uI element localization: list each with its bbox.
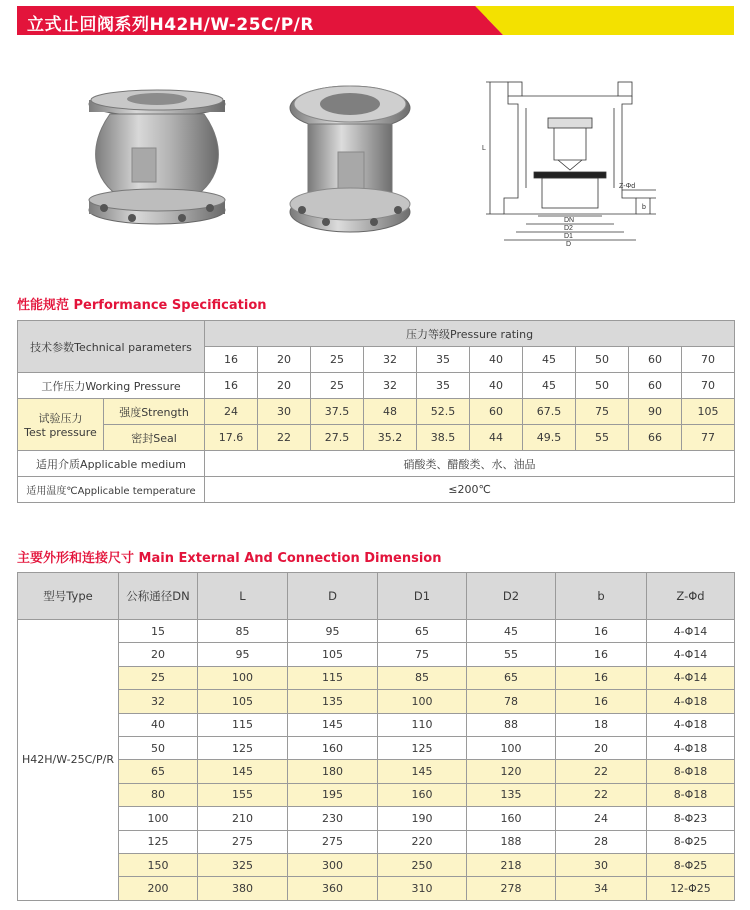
- strength-cell: 48: [364, 399, 417, 425]
- table-cell: 95: [288, 620, 378, 643]
- table-cell: 8-Φ25: [647, 853, 735, 876]
- strength-cell: 52.5: [417, 399, 470, 425]
- table-cell: 160: [288, 736, 378, 759]
- table-cell: 34: [556, 877, 647, 900]
- table-row: [18, 853, 735, 876]
- table-cell: 65: [467, 666, 556, 689]
- table-cell: 125: [119, 830, 198, 853]
- table-cell: 325: [198, 853, 288, 876]
- table-cell: 195: [288, 783, 378, 806]
- table-cell: 78: [467, 690, 556, 713]
- working-pressure-cell: 70: [682, 373, 735, 399]
- table-cell: 55: [467, 643, 556, 666]
- performance-section-title: 性能规范 Performance Specification: [17, 298, 267, 313]
- working-pressure-cell: 20: [258, 373, 311, 399]
- seal-cell: 66: [629, 425, 682, 451]
- table-cell: 250: [378, 853, 467, 876]
- table-cell: 85: [198, 620, 288, 643]
- table-row: [18, 643, 735, 666]
- seal-cell: 77: [682, 425, 735, 451]
- table-cell: 65: [378, 620, 467, 643]
- seal-cell: 17.6: [205, 425, 258, 451]
- rating-cell: 32: [364, 347, 417, 373]
- seal-cell: 27.5: [311, 425, 364, 451]
- working-pressure-cell: 45: [523, 373, 576, 399]
- table-cell: 160: [378, 783, 467, 806]
- test-pressure-label: [18, 399, 104, 451]
- strength-label: 强度Strength: [104, 399, 205, 425]
- header-l: L: [198, 573, 288, 620]
- page-title: 立式止回阀系列H42H/W-25C/P/R: [27, 15, 314, 35]
- rating-cell: 45: [523, 347, 576, 373]
- table-cell: 188: [467, 830, 556, 853]
- table-cell: 360: [288, 877, 378, 900]
- table-cell: 160: [467, 807, 556, 830]
- table-cell: 150: [119, 853, 198, 876]
- table-cell: 30: [556, 853, 647, 876]
- working-pressure-cell: 35: [417, 373, 470, 399]
- temperature-label: 适用温度℃Applicable temperature: [18, 477, 205, 503]
- strength-cell: 24: [205, 399, 258, 425]
- type-cell: H42H/W-25C/P/R: [18, 620, 119, 901]
- table-cell: 100: [378, 690, 467, 713]
- table-cell: 278: [467, 877, 556, 900]
- rating-cell: 35: [417, 347, 470, 373]
- table-row: [18, 830, 735, 853]
- label-d: D: [566, 241, 572, 248]
- table-cell: 45: [467, 620, 556, 643]
- table-cell: 12-Φ25: [647, 877, 735, 900]
- valve-photo-front: [82, 86, 232, 238]
- table-cell: 200: [119, 877, 198, 900]
- pressure-rating-header: 压力等级Pressure rating: [205, 321, 735, 347]
- seal-label: 密封Seal: [104, 425, 205, 451]
- table-cell: 8-Φ25: [647, 830, 735, 853]
- table-cell: 300: [288, 853, 378, 876]
- table-cell: 8-Φ18: [647, 760, 735, 783]
- table-cell: 135: [288, 690, 378, 713]
- table-row: [18, 807, 735, 830]
- table-cell: 145: [198, 760, 288, 783]
- table-cell: 18: [556, 713, 647, 736]
- table-cell: 115: [288, 666, 378, 689]
- table-cell: 8-Φ23: [647, 807, 735, 830]
- table-cell: 210: [198, 807, 288, 830]
- table-cell: 220: [378, 830, 467, 853]
- test-pressure-label-en: Test pressure: [24, 426, 97, 439]
- table-cell: 4-Φ18: [647, 690, 735, 713]
- seal-cell: 55: [576, 425, 629, 451]
- rating-cell: 50: [576, 347, 629, 373]
- table-cell: 155: [198, 783, 288, 806]
- table-cell: 4-Φ14: [647, 643, 735, 666]
- header-d1: D1: [378, 573, 467, 620]
- table-cell: 20: [119, 643, 198, 666]
- table-row: [18, 666, 735, 689]
- table-cell: 190: [378, 807, 467, 830]
- rating-cell: 60: [629, 347, 682, 373]
- table-cell: 16: [556, 643, 647, 666]
- label-L: L: [482, 145, 486, 152]
- valve-photo-angled: [286, 84, 414, 238]
- seal-cell: 38.5: [417, 425, 470, 451]
- table-cell: 95: [198, 643, 288, 666]
- table-cell: 105: [198, 690, 288, 713]
- table-cell: 50: [119, 736, 198, 759]
- table-cell: 4-Φ18: [647, 713, 735, 736]
- label-d2: D2: [564, 225, 573, 232]
- table-cell: 88: [467, 713, 556, 736]
- table-cell: 15: [119, 620, 198, 643]
- strength-cell: 105: [682, 399, 735, 425]
- table-cell: 4-Φ14: [647, 620, 735, 643]
- strength-cell: 75: [576, 399, 629, 425]
- working-pressure-cell: 60: [629, 373, 682, 399]
- rating-cell: 70: [682, 347, 735, 373]
- dimension-section-title: 主要外形和连接尺寸 Main External And Connection Dimension: [17, 551, 442, 566]
- table-cell: 275: [198, 830, 288, 853]
- strength-cell: 67.5: [523, 399, 576, 425]
- rating-cell: 40: [470, 347, 523, 373]
- label-b: b: [642, 204, 646, 211]
- header-d: D: [288, 573, 378, 620]
- table-cell: 16: [556, 690, 647, 713]
- working-pressure-cell: 25: [311, 373, 364, 399]
- table-row: [18, 713, 735, 736]
- label-d1: D1: [564, 233, 573, 240]
- seal-cell: 22: [258, 425, 311, 451]
- table-cell: 40: [119, 713, 198, 736]
- table-cell: 28: [556, 830, 647, 853]
- table-cell: 180: [288, 760, 378, 783]
- table-cell: 80: [119, 783, 198, 806]
- strength-cell: 90: [629, 399, 682, 425]
- table-cell: 310: [378, 877, 467, 900]
- working-pressure-cell: 32: [364, 373, 417, 399]
- table-cell: 4-Φ14: [647, 666, 735, 689]
- tech-params-header: 技术参数Technical parameters: [18, 321, 205, 373]
- working-pressure-label: 工作压力Working Pressure: [18, 373, 205, 399]
- strength-cell: 37.5: [311, 399, 364, 425]
- seal-cell: 35.2: [364, 425, 417, 451]
- table-cell: 16: [556, 666, 647, 689]
- table-cell: 20: [556, 736, 647, 759]
- rating-cell: 20: [258, 347, 311, 373]
- header-z-phi-d: Z-Φd: [647, 573, 735, 620]
- table-cell: 135: [467, 783, 556, 806]
- table-cell: 230: [288, 807, 378, 830]
- table-cell: 110: [378, 713, 467, 736]
- table-cell: 65: [119, 760, 198, 783]
- label-dn: DN: [564, 217, 575, 224]
- table-cell: 115: [198, 713, 288, 736]
- header-dn: 公称通径DN: [119, 573, 198, 620]
- seal-cell: 49.5: [523, 425, 576, 451]
- table-cell: 380: [198, 877, 288, 900]
- table-cell: 85: [378, 666, 467, 689]
- header-type: 型号Type: [18, 573, 119, 620]
- strength-cell: 60: [470, 399, 523, 425]
- performance-table: [17, 320, 735, 503]
- table-cell: 145: [378, 760, 467, 783]
- medium-value: 硝酸类、醋酸类、水、油品: [205, 451, 735, 477]
- temperature-value: ≤200℃: [205, 477, 735, 503]
- table-cell: 8-Φ18: [647, 783, 735, 806]
- table-row: [18, 877, 735, 900]
- table-row: [18, 760, 735, 783]
- rating-cell: 16: [205, 347, 258, 373]
- rating-cell: 25: [311, 347, 364, 373]
- table-cell: 22: [556, 760, 647, 783]
- medium-label: 适用介质Applicable medium: [18, 451, 205, 477]
- table-cell: 218: [467, 853, 556, 876]
- table-cell: 120: [467, 760, 556, 783]
- dimension-table-body: [18, 620, 735, 901]
- table-cell: 24: [556, 807, 647, 830]
- table-cell: 275: [288, 830, 378, 853]
- seal-cell: 44: [470, 425, 523, 451]
- table-cell: 105: [288, 643, 378, 666]
- table-row: [18, 690, 735, 713]
- table-cell: 125: [198, 736, 288, 759]
- test-pressure-label-cn: 试验压力: [38, 412, 83, 425]
- table-cell: 75: [378, 643, 467, 666]
- working-pressure-cell: 40: [470, 373, 523, 399]
- table-cell: 145: [288, 713, 378, 736]
- table-cell: 32: [119, 690, 198, 713]
- table-cell: 100: [467, 736, 556, 759]
- table-row: [18, 783, 735, 806]
- table-cell: 4-Φ18: [647, 736, 735, 759]
- table-cell: 125: [378, 736, 467, 759]
- table-cell: 22: [556, 783, 647, 806]
- table-row: [18, 620, 735, 643]
- table-cell: 100: [119, 807, 198, 830]
- dimension-table: [17, 572, 735, 901]
- table-cell: 25: [119, 666, 198, 689]
- label-zphid: Z-Φd: [619, 183, 636, 190]
- header-d2: D2: [467, 573, 556, 620]
- valve-cross-section-drawing: [478, 78, 668, 253]
- working-pressure-cell: 16: [205, 373, 258, 399]
- header-banner: [17, 6, 734, 35]
- table-cell: 16: [556, 620, 647, 643]
- working-pressure-cell: 50: [576, 373, 629, 399]
- table-row: [18, 736, 735, 759]
- strength-cell: 30: [258, 399, 311, 425]
- header-b: b: [556, 573, 647, 620]
- table-cell: 100: [198, 666, 288, 689]
